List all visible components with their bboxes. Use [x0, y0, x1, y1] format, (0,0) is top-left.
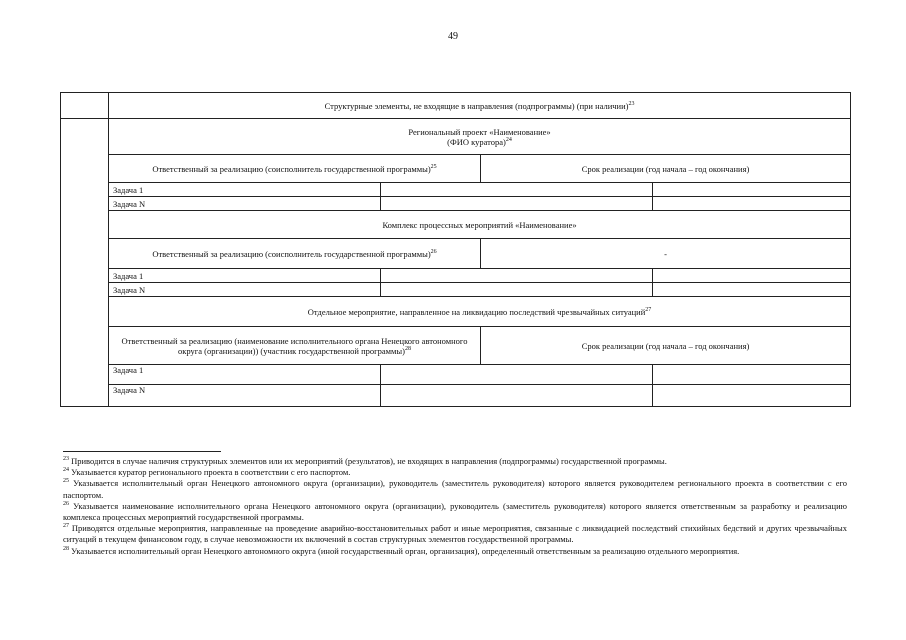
- table-row: [61, 119, 851, 155]
- table-row: [61, 385, 851, 407]
- task-cell: Задача N: [109, 283, 381, 297]
- table-cell: [381, 385, 653, 407]
- responsible-cell: Ответственный за реализацию (соисполнитель государственной программы)$^{25}$: [109, 155, 481, 183]
- table-row: [61, 211, 851, 239]
- table-cell: [653, 183, 851, 197]
- footnote-28: $^{28}$ Указывается исполнительный орган Ненецкого автономного округа (иной государственный орган, организация), определенный ответственным за реализацию отдельного мероприятия.: [63, 545, 740, 556]
- table-row: [61, 297, 851, 327]
- table-row: [61, 269, 851, 283]
- table-cell: [61, 119, 109, 407]
- responsible-cell: Ответственный за реализацию (наименование исполнительного органа Ненецкого автономного округа (организации)) (участник государственной программы)$^{28}$: [109, 327, 481, 365]
- table-cell: [653, 269, 851, 283]
- table-cell: [381, 269, 653, 283]
- table-cell: [381, 365, 653, 385]
- task-cell: Задача N: [109, 385, 381, 407]
- table-cell: [381, 183, 653, 197]
- table-cell: [653, 385, 851, 407]
- table-cell: [653, 283, 851, 297]
- program-structure-table: [60, 92, 851, 407]
- table-row: [61, 183, 851, 197]
- table-row: [61, 197, 851, 211]
- table-cell: [381, 283, 653, 297]
- footnote-24: $^{24}$ Указывается куратор регионального проекта в соответствии с его паспортом.: [63, 467, 351, 478]
- table-row: [61, 93, 851, 119]
- regional-project-title: Региональный проект «Наименование» (ФИО куратора)$^{24}$: [109, 119, 851, 155]
- table-cell: [381, 197, 653, 211]
- term-cell: -: [481, 239, 851, 269]
- footnote-27: $^{27}$ Приводятся отдельные мероприятия, направленные на проведение аварийно-восстановительных работ и иные мероприятия, связанные с ликвидацией последствий стихийных бедствий и других чрезвычайных ситуаций в текущем финансовом году, в случае невозможности их включений в состав структурных элементов государственной программы.: [63, 523, 847, 545]
- table-cell: [653, 197, 851, 211]
- footnote-divider: [63, 451, 221, 452]
- process-complex-title: Комплекс процессных мероприятий «Наименование»: [109, 211, 851, 239]
- table-cell: [61, 93, 109, 119]
- table-row: [61, 365, 851, 385]
- section-title-structural-elements: Структурные элементы, не входящие в направления (подпрограммы) (при наличии)$^{23}$: [109, 93, 851, 119]
- emergency-measure-title: Отдельное мероприятие, направленное на ликвидацию последствий чрезвычайных ситуаций$^{27}$: [109, 297, 851, 327]
- term-cell: Срок реализации (год начала – год окончания): [481, 327, 851, 365]
- responsible-cell: Ответственный за реализацию (соисполнитель государственной программы)$^{26}$: [109, 239, 481, 269]
- table-row: [61, 155, 851, 183]
- task-cell: Задача 1: [109, 365, 381, 385]
- footnotes: [63, 456, 847, 557]
- table-row: [61, 283, 851, 297]
- table-cell: [653, 365, 851, 385]
- footnote-25: $^{25}$ Указывается исполнительный орган Ненецкого автономного округа (организации), руководитель (заместитель руководителя) которого является руководителем регионального проекта в соответствии с его паспортом.: [63, 478, 848, 500]
- task-cell: Задача N: [109, 197, 381, 211]
- task-cell: Задача 1: [109, 183, 381, 197]
- table-row: [61, 327, 851, 365]
- table-row: [61, 239, 851, 269]
- footnote-23: $^{23}$ Приводится в случае наличия структурных элементов или их мероприятий (результатов), не входящих в направления (подпрограммы) государственной программы.: [63, 456, 667, 466]
- task-cell: Задача 1: [109, 269, 381, 283]
- footnote-26: $^{26}$ Указывается наименование исполнительного органа Ненецкого автономного округа (организации), руководитель (заместитель руководителя) которого является ответственным за разработку и реализацию комплекса процессных мероприятий государственной программы.: [63, 500, 848, 523]
- term-cell: Срок реализации (год начала – год окончания): [481, 155, 851, 183]
- page-number: 49: [448, 31, 458, 42]
